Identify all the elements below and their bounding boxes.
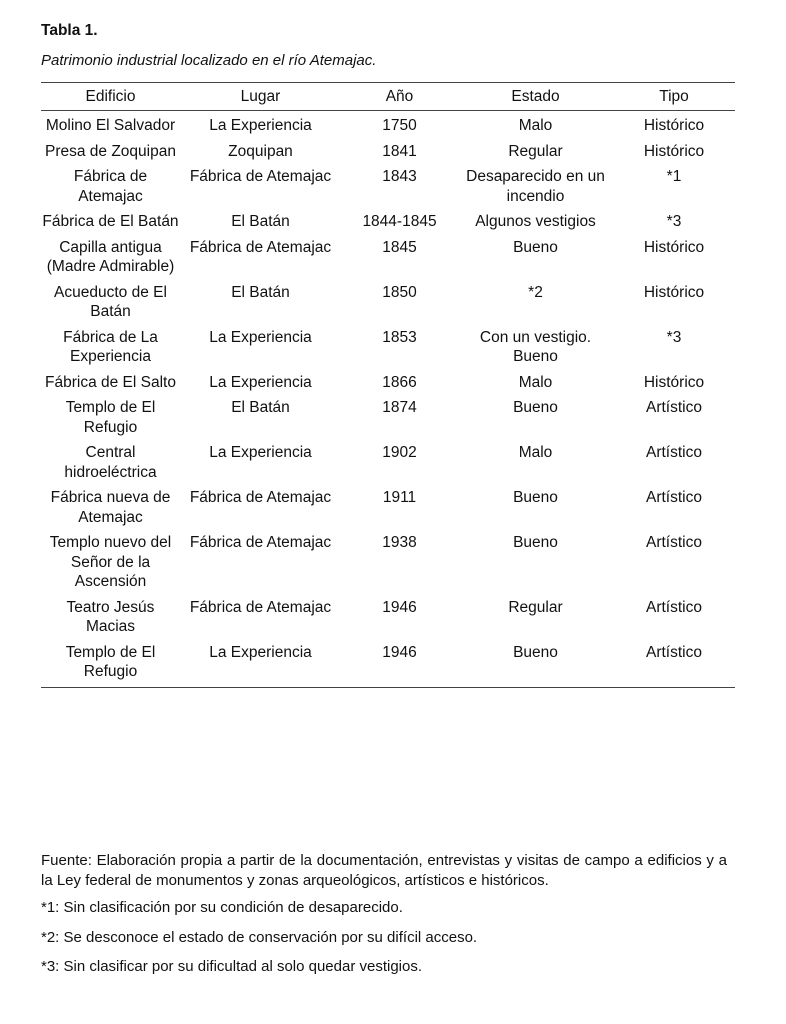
table-body: [41, 111, 735, 688]
cell-anio: 1843: [382, 168, 417, 185]
cell-anio: 1938: [382, 534, 417, 551]
cell-edificio: Fábrica de El Batán: [42, 213, 179, 230]
cell-estado: Regular: [508, 142, 563, 160]
cell-edificio: Capilla antigua (Madre Admirable): [46, 238, 175, 275]
cell-anio: 1845: [382, 238, 417, 256]
table-row: [41, 482, 735, 527]
table-row: [41, 111, 735, 136]
header-tipo: Tipo: [613, 83, 735, 111]
cell-estado: *2: [528, 283, 543, 301]
cell-anio: 1844-1845: [362, 213, 437, 230]
cell-estado: Bueno: [458, 637, 613, 688]
cell-edificio: Fábrica de Atemajac: [73, 168, 148, 205]
cell-edificio: Central hidroeléctrica: [64, 444, 157, 481]
cell-lugar: El Batán: [231, 213, 290, 230]
cell-anio: 1946: [341, 637, 458, 688]
table-caption: Patrimonio industrial localizado en el río Atemajac.: [41, 52, 377, 69]
table-label: Tabla 1.: [41, 22, 98, 39]
cell-lugar: La Experiencia: [209, 373, 312, 391]
cell-lugar: Fábrica de Atemajac: [189, 598, 332, 616]
table-row: [41, 367, 735, 393]
cell-tipo: Histórico: [643, 373, 705, 391]
table-row: [41, 277, 735, 322]
cell-edificio: Teatro Jesús Macias: [66, 598, 155, 635]
header-edificio: Edificio: [41, 83, 180, 111]
cell-estado: Con un vestigio. Bueno: [479, 328, 592, 365]
cell-lugar: Zoquipan: [228, 142, 293, 160]
table-row: [41, 206, 735, 232]
cell-anio: 1750: [382, 117, 417, 134]
table-row: [41, 592, 735, 637]
footnote-1: *1: Sin clasificación por su condición de desaparecido.: [41, 899, 403, 916]
cell-lugar: Fábrica de Atemajac: [189, 489, 332, 506]
cell-anio: 1841: [382, 142, 417, 160]
cell-tipo: Artístico: [646, 444, 702, 461]
table-row: [41, 161, 735, 206]
cell-edificio: Molino El Salvador: [45, 117, 176, 134]
table-notes: [41, 851, 727, 987]
cell-lugar: La Experiencia: [209, 444, 312, 461]
cell-tipo: Artístico: [646, 399, 702, 416]
cell-tipo: *3: [666, 213, 682, 230]
heritage-table: [41, 82, 735, 688]
cell-edificio: Fábrica de La Experiencia: [63, 328, 158, 365]
cell-estado: Malo: [518, 444, 553, 461]
table-row: [41, 232, 735, 277]
cell-lugar: Fábrica de Atemajac: [189, 238, 332, 256]
cell-lugar: Fábrica de Atemajac: [189, 534, 332, 551]
cell-anio: 1911: [382, 489, 417, 506]
table-row: [41, 437, 735, 482]
footnote-2: *2: Se desconoce el estado de conservación por su difícil acceso.: [41, 928, 478, 946]
cell-edificio: Templo de El Refugio: [41, 637, 180, 688]
cell-edificio: Acueducto de El Batán: [54, 283, 167, 320]
cell-estado: Regular: [508, 598, 563, 616]
cell-estado: Bueno: [513, 399, 558, 416]
cell-lugar: La Experiencia: [209, 117, 312, 134]
cell-anio: 1902: [382, 444, 417, 461]
cell-estado: Bueno: [513, 238, 558, 256]
cell-tipo: Histórico: [643, 283, 705, 301]
cell-edificio: Presa de Zoquipan: [45, 142, 176, 160]
cell-lugar: El Batán: [231, 283, 290, 301]
cell-tipo: *1: [666, 168, 682, 185]
cell-anio: 1946: [382, 598, 417, 616]
table-header-row: [41, 83, 735, 111]
cell-anio: 1866: [382, 373, 417, 391]
header-lugar: Lugar: [180, 83, 341, 111]
header-estado: Estado: [458, 83, 613, 111]
cell-edificio: Templo nuevo del Señor de la Ascensión: [49, 534, 172, 590]
table-row: [41, 136, 735, 162]
table-row: [41, 527, 735, 592]
cell-tipo: *3: [666, 328, 682, 346]
cell-tipo: Artístico: [646, 598, 702, 616]
cell-lugar: La Experiencia: [209, 328, 312, 346]
cell-estado: Bueno: [513, 489, 558, 506]
cell-lugar: Fábrica de Atemajac: [189, 168, 332, 185]
table-row: [41, 637, 735, 688]
table-row: [41, 392, 735, 437]
cell-edificio: Fábrica nueva de Atemajac: [50, 489, 171, 526]
cell-estado: Algunos vestigios: [475, 213, 596, 230]
cell-lugar: La Experiencia: [180, 637, 341, 688]
header-anio: Año: [341, 83, 458, 111]
cell-anio: 1853: [382, 328, 417, 346]
cell-estado: Malo: [518, 373, 553, 391]
cell-estado: Desaparecido en un incendio: [466, 168, 605, 205]
cell-anio: 1874: [382, 399, 417, 416]
cell-anio: 1850: [382, 283, 417, 301]
cell-tipo: Histórico: [643, 117, 705, 134]
table-row: [41, 322, 735, 367]
cell-tipo: Histórico: [643, 142, 705, 160]
cell-lugar: El Batán: [231, 399, 290, 416]
cell-edificio: Fábrica de El Salto: [45, 373, 176, 391]
cell-edificio: Templo de El Refugio: [65, 399, 156, 436]
cell-tipo: Artístico: [646, 534, 702, 551]
cell-estado: Malo: [518, 117, 553, 134]
cell-tipo: Artístico: [613, 637, 735, 688]
cell-estado: Bueno: [513, 534, 558, 551]
footnote-3: *3: Sin clasificar por su dificultad al solo quedar vestigios.: [41, 958, 423, 975]
source-note: Fuente: Elaboración propia a partir de la documentación, entrevistas y visitas de campo a edificios y a la Ley federal de monumentos y zonas arqueológicos, artísticos e históricos.: [41, 852, 727, 889]
cell-tipo: Artístico: [646, 489, 702, 506]
cell-tipo: Histórico: [643, 238, 705, 256]
